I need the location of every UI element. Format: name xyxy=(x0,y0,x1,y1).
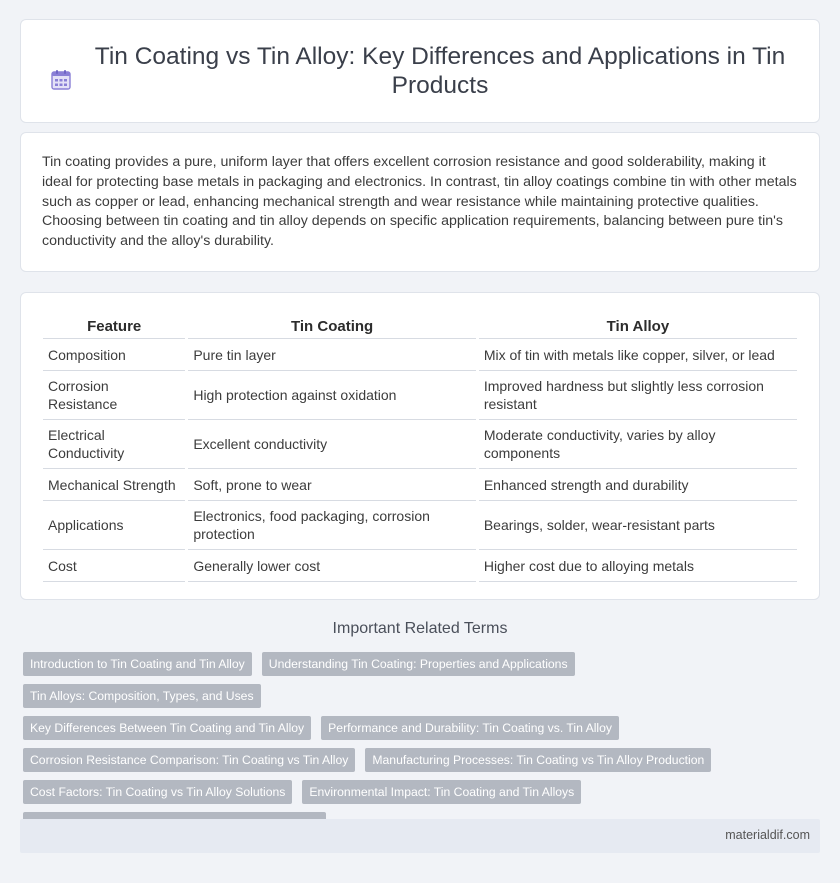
table-row xyxy=(43,420,797,469)
table-cell-tin-coating: High protection against oxidation xyxy=(188,371,476,420)
table-cell-tin-coating: Electronics, food packaging, corrosion protection xyxy=(188,501,476,550)
related-terms-list xyxy=(23,652,823,844)
intro-paragraph: Tin coating provides a pure, uniform layer that offers excellent corrosion resistance and good solderability, making it ideal for protecting base metals in packaging and electronics. In contrast, tin alloy coatings combine tin with other metals such as copper or lead, enhancing mechanical strength and wear resistance while maintaining protective qualities. Choosing between tin coating and tin alloy depends on specific application requirements, balancing between pure tin's conductivity and the alloy's durability. xyxy=(42,154,797,250)
related-term-tag[interactable]: Cost Factors: Tin Coating vs Tin Alloy Solutions xyxy=(23,780,292,804)
footer-bar xyxy=(20,819,820,853)
related-terms-heading: Important Related Terms xyxy=(332,620,508,637)
comparison-table xyxy=(40,312,800,582)
calendar-grid-icon xyxy=(50,69,72,91)
table-cell-tin-alloy: Bearings, solder, wear-resistant parts xyxy=(479,501,797,550)
related-term-tag[interactable]: Introduction to Tin Coating and Tin Alloy xyxy=(23,652,252,676)
table-cell-tin-alloy: Mix of tin with metals like copper, silver, or lead xyxy=(479,339,797,371)
table-row xyxy=(43,339,797,371)
table-cell-feature: Corrosion Resistance xyxy=(43,371,185,420)
table-cell-feature: Mechanical Strength xyxy=(43,469,185,501)
related-term-tag[interactable]: Understanding Tin Coating: Properties and Applications xyxy=(262,652,575,676)
table-cell-tin-alloy: Enhanced strength and durability xyxy=(479,469,797,501)
table-header-row xyxy=(43,312,797,339)
table-cell-tin-coating: Generally lower cost xyxy=(188,550,476,582)
table-cell-tin-alloy: Moderate conductivity, varies by alloy components xyxy=(479,420,797,469)
table-cell-feature: Composition xyxy=(43,339,185,371)
table-row xyxy=(43,469,797,501)
footer-site-link[interactable]: materialdif.com xyxy=(725,828,810,842)
table-row xyxy=(43,550,797,582)
comparison-table-card xyxy=(20,292,820,600)
table-cell-tin-coating: Pure tin layer xyxy=(188,339,476,371)
related-term-tag[interactable]: Key Differences Between Tin Coating and Tin Alloy xyxy=(23,716,311,740)
table-row xyxy=(43,501,797,550)
page-title: Tin Coating vs Tin Alloy: Key Differences and Applications in Tin Products xyxy=(94,43,786,99)
column-header-feature: Feature xyxy=(43,312,185,339)
table-cell-feature: Cost xyxy=(43,550,185,582)
column-header-tin-coating: Tin Coating xyxy=(188,312,476,339)
related-term-tag[interactable]: Corrosion Resistance Comparison: Tin Coating vs Tin Alloy xyxy=(23,748,355,772)
related-term-tag[interactable]: Tin Alloys: Composition, Types, and Uses xyxy=(23,684,261,708)
related-term-tag[interactable]: Manufacturing Processes: Tin Coating vs Tin Alloy Production xyxy=(365,748,711,772)
title-wrap xyxy=(40,42,800,100)
table-cell-tin-coating: Excellent conductivity xyxy=(188,420,476,469)
related-term-tag[interactable]: Performance and Durability: Tin Coating vs. Tin Alloy xyxy=(321,716,619,740)
table-row xyxy=(43,371,797,420)
title-card xyxy=(20,19,820,123)
table-cell-tin-coating: Soft, prone to wear xyxy=(188,469,476,501)
table-cell-feature: Applications xyxy=(43,501,185,550)
column-header-tin-alloy: Tin Alloy xyxy=(479,312,797,339)
related-term-tag[interactable]: Environmental Impact: Tin Coating and Tin Alloys xyxy=(302,780,581,804)
table-cell-tin-alloy: Higher cost due to alloying metals xyxy=(479,550,797,582)
intro-card xyxy=(20,132,820,272)
table-cell-feature: Electrical Conductivity xyxy=(43,420,185,469)
table-cell-tin-alloy: Improved hardness but slightly less corrosion resistant xyxy=(479,371,797,420)
